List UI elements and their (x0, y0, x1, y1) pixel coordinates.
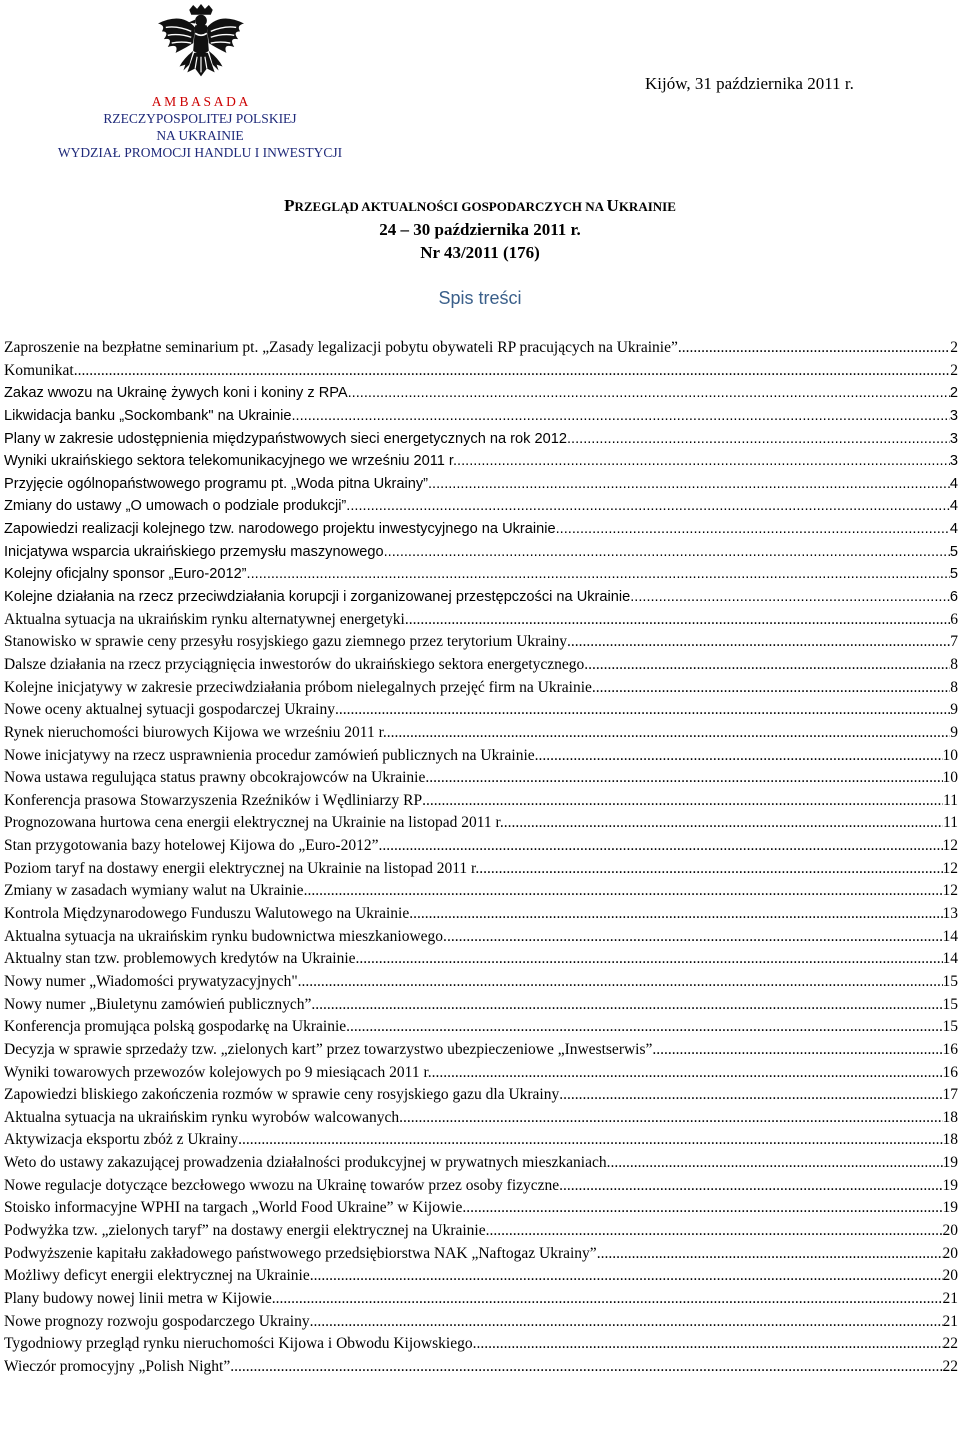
toc-entry-page[interactable]: 16 (942, 1063, 958, 1081)
toc-entry[interactable] (4, 880, 958, 903)
toc-entry-title[interactable]: Tygodniowy przegląd rynku nieruchomości Kijowa i Obwodu Kijowskiego (4, 1335, 473, 1353)
toc-dot-leader (405, 609, 950, 632)
toc-entry-page[interactable]: 4 (949, 521, 958, 538)
toc-entry-title[interactable]: Przyjęcie ogólnopaństwowego programu pt. „Woda pitna Ukrainy” (4, 475, 428, 492)
toc-entry-page[interactable]: 15 (942, 972, 958, 990)
toc-entry-title[interactable]: Inicjatywa wsparcia ukraińskiego przemysłu maszynowego. (4, 543, 388, 560)
toc-entry-page[interactable]: 12 (942, 837, 958, 855)
toc-entry-title[interactable]: Poziom taryf na dostawy energii elektrycznej na Ukrainie na listopad 2011 r. (4, 859, 480, 877)
toc-entry-title[interactable]: Plany w zakresie udostępnienia międzypaństwowych sieci energetycznych na rok 2012 (4, 430, 567, 447)
toc-entry-title[interactable]: Zapowiedzi realizacji kolejnego tzw. narodowego projektu inwestycyjnego na Ukrainie (4, 521, 556, 538)
toc-entry[interactable] (4, 1311, 958, 1334)
toc-dot-leader (311, 994, 942, 1017)
toc-dot-leader (298, 971, 943, 994)
toc-dot-leader (356, 948, 943, 971)
toc-dot-leader (247, 563, 950, 586)
toc-dot-leader (584, 654, 950, 677)
toc-entry-title[interactable]: Prognozowana hurtowa cena energii elektrycznej na Ukrainie na listopad 2011 r. (4, 814, 504, 832)
toc-entry-page[interactable]: 19 (942, 1199, 958, 1217)
toc-entry[interactable] (4, 1265, 958, 1288)
toc-dot-leader (556, 518, 950, 541)
toc-entry-title[interactable]: Plany budowy nowej linii metra w Kijowie (4, 1289, 272, 1307)
toc-dot-leader (592, 677, 950, 700)
toc-entry-title[interactable]: Kolejne inicjatywy w zakresie przeciwdziałania próbom nielegalnych przejęć firm na Ukrainie (4, 678, 592, 696)
toc-entry-page[interactable]: 5 (949, 566, 958, 583)
toc-entry[interactable] (4, 495, 958, 518)
toc-dot-leader (457, 450, 950, 473)
toc-entry-title[interactable]: Wieczór promocyjny „Polish Night” (4, 1357, 231, 1375)
toc-entry[interactable] (4, 518, 958, 541)
toc-entry-title[interactable]: Nowe prognozy rozwoju gospodarczego Ukrainy (4, 1312, 310, 1330)
toc-dot-leader (607, 1152, 943, 1175)
toc-dot-leader (479, 858, 942, 881)
toc-entry[interactable] (4, 699, 958, 722)
toc-entry-title[interactable]: Zaproszenie na bezpłatne seminarium pt. „Zasady legalizacji pobytu obywateli RP pracujących na Ukrainie” (4, 339, 678, 356)
document-title: PRZEGLĄD AKTUALNOŚCI GOSPODARCZYCH NA UKRAINIE (284, 196, 676, 215)
toc-entry[interactable] (4, 405, 958, 428)
toc-entry-title[interactable]: Zakaz wwozu na Ukrainę żywych koni i koniny z RPA (4, 385, 348, 402)
toc-entry-title[interactable]: Aktywizacja eksportu zbóż z Ukrainy (4, 1131, 239, 1149)
toc-entry[interactable] (4, 812, 958, 835)
toc-entry[interactable] (4, 1062, 958, 1085)
toc-entry-page[interactable]: 6 (949, 589, 958, 606)
toc-dot-leader (310, 1311, 943, 1334)
toc-entry-title[interactable]: Nowy numer „Wiadomości prywatyzacyjnych" (4, 972, 298, 990)
toc-entry[interactable] (4, 563, 958, 586)
toc-entry-title[interactable]: Zapowiedzi bliskiego zakończenia rozmów w sprawie ceny rosyjskiego gazu dla Ukrainy (4, 1086, 560, 1104)
toc-entry-title[interactable]: Podwyżka tzw. „zielonych taryf” na dostawy energii elektrycznej na Ukrainie (4, 1221, 486, 1239)
issue-number: Nr 43/2011 (176) (420, 243, 540, 262)
toc-dot-leader (432, 1062, 943, 1085)
toc-dot-leader (310, 1265, 943, 1288)
toc-entry-title[interactable]: Zmiany do ustawy „O umowach o podziale produkcji” (4, 498, 347, 515)
toc-heading: Spis treści (438, 288, 522, 308)
toc-entry[interactable] (4, 450, 958, 473)
toc-entry-title[interactable]: Stanowisko w sprawie ceny przesyłu rosyjskiego gazu ziemnego przez terytorium Ukrainy (4, 633, 568, 651)
toc-dot-leader (462, 1197, 942, 1220)
toc-dot-leader (74, 360, 951, 383)
toc-entry-page[interactable]: 13 (942, 905, 958, 923)
toc-entry-title[interactable]: Wyniki ukraińskiego sektora telekomunikacyjnego we wrześniu 2011 r. (4, 453, 458, 470)
toc-entry[interactable] (4, 1197, 958, 1220)
toc-dot-leader (559, 1175, 942, 1198)
toc-entry-page[interactable]: 10 (942, 769, 958, 787)
toc-entry-title[interactable]: Aktualna sytuacja na ukraińskim rynku wyrobów walcowanych (4, 1108, 400, 1126)
toc-entry-page[interactable]: 21 (942, 1289, 958, 1307)
toc-entry-page[interactable]: 2 (950, 361, 958, 379)
toc-entry[interactable] (4, 1175, 958, 1198)
toc-dot-leader (272, 1288, 943, 1311)
toc-entry-title[interactable]: Możliwy deficyt energii elektrycznej na Ukrainie (4, 1267, 310, 1285)
toc-entry-page[interactable]: 20 (942, 1267, 958, 1285)
toc-dot-leader (425, 767, 942, 790)
toc-entry-title[interactable]: Nowe regulacje dotyczące bezcłowego wwozu na Ukrainę towarów przez osoby fizyczne (4, 1176, 560, 1194)
toc-dot-leader (535, 745, 943, 768)
toc-entry[interactable] (4, 654, 958, 677)
toc-entry[interactable] (4, 1152, 958, 1175)
toc-entry-title[interactable]: Decyzja w sprawie sprzedaży tzw. „zielonych kart” przez towarzystwo ubezpieczeniowe „Inwestserwis” (4, 1040, 653, 1058)
toc-dot-leader (678, 337, 950, 360)
toc-entry[interactable] (4, 971, 958, 994)
toc-entry[interactable] (4, 541, 958, 564)
toc-dot-leader (567, 428, 950, 451)
toc-entry[interactable] (4, 360, 958, 383)
department-name: WYDZIAŁ PROMOCJI HANDLU I INWESTYCJI (57, 145, 343, 160)
toc-dot-leader (378, 835, 942, 858)
toc-entry-title[interactable]: Weto do ustawy zakazującej prowadzenia działalności produkcyjnej w prywatnych mieszkaniach (4, 1154, 607, 1172)
toc-entry-page[interactable]: 21 (942, 1312, 958, 1330)
toc-entry[interactable] (4, 337, 958, 360)
toc-entry-page[interactable]: 4 (949, 498, 958, 515)
toc-entry[interactable] (4, 609, 958, 632)
toc-entry-page[interactable]: 19 (942, 1154, 958, 1172)
toc-dot-leader (630, 586, 950, 609)
embassy-name-line2: RZECZYPOSPOLITEJ POLSKIEJ (103, 111, 297, 126)
toc-entry-page[interactable]: 3 (949, 430, 958, 447)
toc-entry-page[interactable]: 18 (942, 1131, 958, 1149)
toc-entry[interactable] (4, 1243, 958, 1266)
toc-dot-leader (307, 880, 942, 903)
toc-entry-title[interactable]: Stan przygotowania bazy hotelowej Kijowa do „Euro-2012” (4, 837, 379, 855)
toc-entry-title[interactable]: Aktualny stan tzw. problemowych kredytów na Ukrainie (4, 950, 356, 968)
toc-entry-page[interactable]: 20 (942, 1244, 958, 1262)
toc-entry-page[interactable]: 22 (942, 1335, 958, 1353)
toc-entry[interactable] (4, 767, 958, 790)
toc-entry-page[interactable]: 6 (950, 610, 958, 628)
toc-entry[interactable] (4, 382, 958, 405)
toc-entry-title[interactable]: Nowy numer „Biuletynu zamówień publicznych” (4, 995, 312, 1013)
toc-entry-page[interactable]: 3 (949, 407, 958, 424)
toc-entry[interactable] (4, 1039, 958, 1062)
toc-entry-title[interactable]: Stoisko informacyjne WPHI na targach „World Food Ukraine” w Kijowie (4, 1199, 463, 1217)
document-period: 24 – 30 października 2011 r. (379, 220, 581, 239)
toc-entry-title[interactable]: Konferencja promująca polską gospodarkę na Ukrainie. (4, 1018, 351, 1036)
toc-dot-leader (346, 495, 950, 518)
toc-entry-page[interactable]: 9 (950, 701, 958, 719)
toc-dot-leader (567, 631, 950, 654)
toc-entry-page[interactable]: 11 (943, 814, 958, 832)
toc-entry-page[interactable]: 22 (942, 1357, 958, 1375)
toc-dot-leader (486, 1220, 943, 1243)
toc-entry-page[interactable]: 8 (950, 655, 958, 673)
toc-entry[interactable] (4, 1129, 958, 1152)
toc-entry[interactable] (4, 926, 958, 949)
toc-entry[interactable] (4, 631, 958, 654)
toc-entry-page[interactable]: 10 (942, 746, 958, 764)
toc-entry-page[interactable]: 14 (942, 927, 958, 945)
toc-entry-title[interactable]: Nowe oceny aktualnej sytuacji gospodarczej Ukrainy (4, 701, 335, 719)
toc-entry-page[interactable]: 7 (950, 633, 958, 651)
toc-entry-page[interactable]: 8 (950, 678, 958, 696)
toc-dot-leader (597, 1243, 943, 1266)
embassy-header (0, 93, 400, 161)
toc-entry-title[interactable]: Kolejny oficjalny sponsor „Euro-2012” (4, 566, 247, 583)
toc-dot-leader (447, 926, 943, 949)
toc-entry-page[interactable]: 12 (942, 859, 958, 877)
toc-entry-title[interactable]: Konferencja prasowa Stowarzyszenia Rzeźników i Wędliniarzy RP (4, 791, 423, 809)
toc-entry[interactable] (4, 858, 958, 881)
toc-dot-leader (291, 405, 949, 428)
toc-entry[interactable] (4, 586, 958, 609)
table-of-contents (4, 337, 958, 1378)
toc-entry-title[interactable]: Likwidacja banku „Sockombank" na Ukrainie (4, 407, 292, 424)
toc-entry[interactable] (4, 677, 958, 700)
toc-entry-page[interactable]: 20 (942, 1221, 958, 1239)
toc-entry-page[interactable]: 5 (949, 543, 958, 560)
toc-dot-leader (230, 1356, 942, 1379)
toc-dot-leader (409, 903, 942, 926)
toc-dot-leader (652, 1039, 942, 1062)
toc-entry-page[interactable]: 3 (949, 453, 958, 470)
toc-entry[interactable] (4, 1084, 958, 1107)
toc-entry[interactable] (4, 1333, 958, 1356)
toc-entry-page[interactable]: 18 (942, 1108, 958, 1126)
toc-entry-title[interactable]: Zmiany w zasadach wymiany walut na Ukrainie. (4, 882, 308, 900)
toc-entry-title[interactable]: Rynek nieruchomości biurowych Kijowa we wrześniu 2011 r. (4, 723, 387, 741)
toc-entry-page[interactable]: 15 (942, 995, 958, 1013)
toc-entry-title[interactable]: Dalsze działania na rzecz przyciągnięcia inwestorów do ukraińskiego sektora energetycznego (4, 655, 585, 673)
toc-entry[interactable] (4, 1356, 958, 1379)
toc-entry-page[interactable]: 2 (949, 385, 958, 402)
toc-entry-page[interactable]: 9 (950, 723, 958, 741)
toc-dot-leader (350, 1016, 942, 1039)
toc-entry[interactable] (4, 790, 958, 813)
toc-entry-page[interactable]: 12 (942, 882, 958, 900)
toc-dot-leader (335, 699, 950, 722)
toc-entry[interactable] (4, 903, 958, 926)
toc-entry-page[interactable]: 11 (943, 791, 958, 809)
toc-entry-title[interactable]: Wyniki towarowych przewozów kolejowych po 9 miesiącach 2011 r. (4, 1063, 432, 1081)
toc-dot-leader (428, 473, 950, 496)
toc-entry-title[interactable]: Aktualna sytuacja na ukraińskim rynku budownictwa mieszkaniowego. (4, 927, 447, 945)
toc-dot-leader (348, 382, 950, 405)
toc-entry-title[interactable]: Kontrola Międzynarodowego Funduszu Walutowego na Ukrainie (4, 905, 410, 923)
toc-entry[interactable] (4, 994, 958, 1017)
toc-entry-page[interactable]: 2 (950, 339, 958, 356)
toc-dot-leader (387, 722, 950, 745)
toc-entry[interactable] (4, 1288, 958, 1311)
toc-entry[interactable] (4, 1220, 958, 1243)
embassy-name-line1: A M B A S A D A (151, 94, 249, 109)
toc-dot-leader (473, 1333, 943, 1356)
toc-entry[interactable] (4, 722, 958, 745)
toc-dot-leader (238, 1129, 942, 1152)
document-date: Kijów, 31 października 2011 r. (645, 74, 854, 93)
toc-entry[interactable] (4, 1107, 958, 1130)
toc-dot-leader (559, 1084, 942, 1107)
embassy-name-line3: NA UKRAINIE (156, 128, 244, 143)
toc-entry[interactable] (4, 428, 958, 451)
toc-entry-title[interactable]: Komunikat (4, 361, 74, 379)
toc-dot-leader (388, 541, 950, 564)
toc-entry-page[interactable]: 17 (942, 1086, 958, 1104)
toc-dot-leader (504, 812, 943, 835)
toc-dot-leader (422, 790, 943, 813)
toc-entry-title[interactable]: Podwyższenie kapitału zakładowego państwowego przedsiębiorstwa NAK „Naftogaz Ukrainy” (4, 1244, 597, 1262)
polish-eagle-emblem-icon (152, 4, 250, 90)
toc-entry[interactable] (4, 745, 958, 768)
toc-entry-page[interactable]: 4 (949, 475, 958, 492)
toc-entry-page[interactable]: 14 (942, 950, 958, 968)
toc-entry[interactable] (4, 948, 958, 971)
toc-entry-title[interactable]: Nowa ustawa regulująca status prawny obcokrajowców na Ukrainie (4, 769, 426, 787)
toc-entry-page[interactable]: 19 (942, 1176, 958, 1194)
toc-dot-leader (399, 1107, 942, 1130)
toc-entry[interactable] (4, 473, 958, 496)
toc-entry-page[interactable]: 15 (942, 1018, 958, 1036)
toc-entry-title[interactable]: Kolejne działania na rzecz przeciwdziałania korupcji i zorganizowanej przestępczości na Ukrainie (4, 589, 631, 606)
toc-entry-title[interactable]: Aktualna sytuacja na ukraińskim rynku alternatywnej energetyki (4, 610, 405, 628)
toc-entry-title[interactable]: Nowe inicjatywy na rzecz usprawnienia procedur zamówień publicznych na Ukrainie (4, 746, 535, 764)
toc-entry[interactable] (4, 1016, 958, 1039)
toc-entry-page[interactable]: 16 (942, 1040, 958, 1058)
toc-entry[interactable] (4, 835, 958, 858)
